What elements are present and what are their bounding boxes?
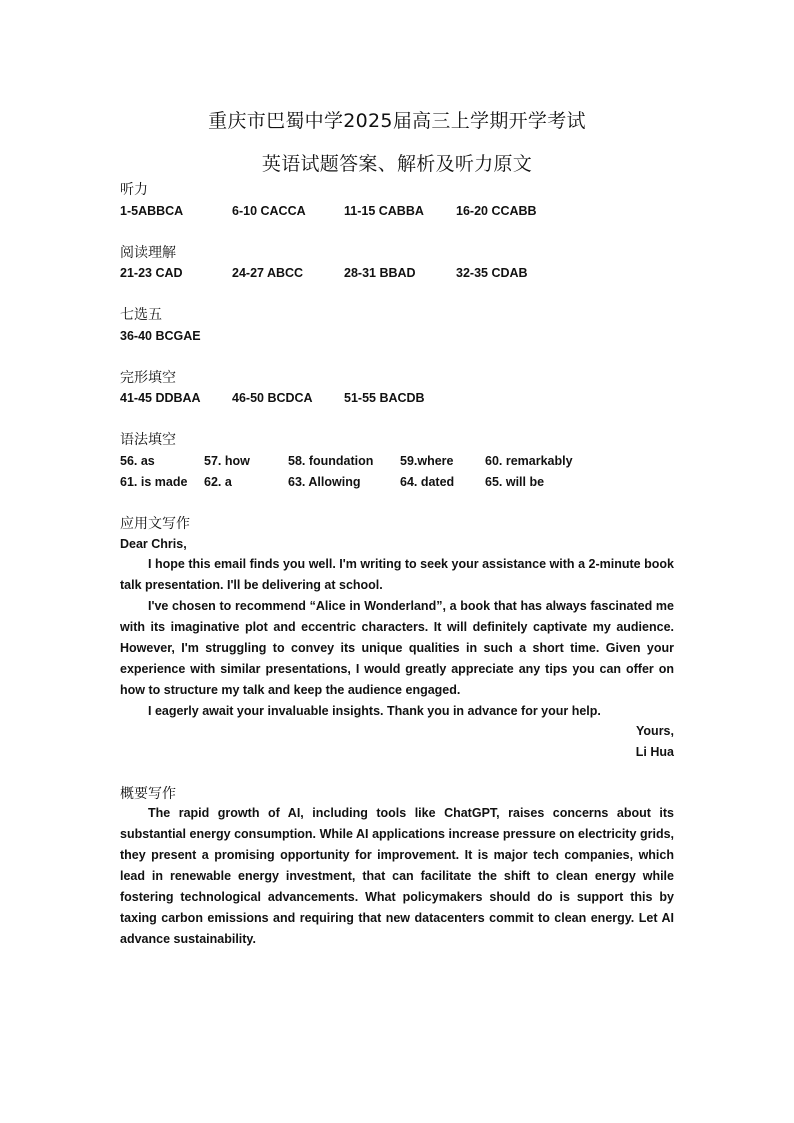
cloze-answer: 46-50 BCDCA bbox=[232, 391, 313, 405]
cloze-answer: 41-45 DDBAA bbox=[120, 391, 201, 405]
grammar-answer: 57. how bbox=[204, 454, 250, 468]
summary-body bbox=[120, 803, 674, 950]
grammar-heading: 语法填空 bbox=[120, 432, 176, 448]
grammar-answer: 58. foundation bbox=[288, 454, 374, 468]
listening-answer: 11-15 CABBA bbox=[344, 204, 424, 218]
listening-answer: 1-5ABBCA bbox=[120, 204, 184, 218]
grammar-answer: 62. a bbox=[204, 475, 232, 489]
seven-five-answer: 36-40 BCGAE bbox=[120, 329, 201, 343]
letter-paragraph: I eagerly await your invaluable insights. Thank you in advance for your help. bbox=[148, 704, 601, 718]
listening-answer: 16-20 CCABB bbox=[456, 204, 537, 218]
letter-paragraph: I've chosen to recommend “Alice in Wonderland”, a book that has always fascinated me with its imaginative plot and eccentric characters. It will definitely captivate my audience. However, I'm struggling to convey its unique qualities in such a short time. Given your experience with similar presentations, I would greatly appreciate any tips you can offer on how to structure my talk and keep the audience engaged. bbox=[120, 599, 674, 697]
letter-signature: Li Hua bbox=[635, 745, 674, 759]
grammar-answer: 59.where bbox=[400, 454, 454, 468]
document-subtitle: 英语试题答案、解析及听力原文 bbox=[261, 153, 533, 175]
grammar-answer: 61. is made bbox=[120, 475, 188, 489]
cloze-answer: 51-55 BACDB bbox=[344, 391, 425, 405]
summary-writing-heading: 概要写作 bbox=[120, 786, 176, 802]
grammar-answer: 56. as bbox=[120, 454, 155, 468]
grammar-answer: 63. Allowing bbox=[288, 475, 361, 489]
cloze-heading: 完形填空 bbox=[120, 370, 176, 386]
grammar-answer: 60. remarkably bbox=[485, 454, 573, 468]
letter-salutation: Dear Chris, bbox=[120, 537, 187, 551]
grammar-answer: 64. dated bbox=[400, 475, 455, 489]
reading-answer: 24-27 ABCC bbox=[232, 266, 304, 280]
listening-heading: 听力 bbox=[120, 182, 148, 198]
letter-paragraph: I hope this email finds you well. I'm writing to seek your assistance with a 2-minute book talk presentation. I'll be delivering at school. bbox=[120, 557, 674, 592]
grammar-answer: 65. will be bbox=[485, 475, 545, 489]
letter-closing: Yours, bbox=[636, 724, 674, 738]
practical-writing-heading: 应用文写作 bbox=[120, 516, 190, 532]
listening-answer: 6-10 CACCA bbox=[232, 204, 306, 218]
reading-answer: 32-35 CDAB bbox=[456, 266, 528, 280]
reading-answer: 21-23 CAD bbox=[120, 266, 183, 280]
document-title: 重庆市巴蜀中学2025届高三上学期开学考试 bbox=[208, 110, 586, 132]
seven-five-heading: 七选五 bbox=[120, 307, 162, 323]
reading-heading: 阅读理解 bbox=[120, 245, 176, 261]
letter-body bbox=[120, 554, 674, 722]
reading-answer: 28-31 BBAD bbox=[344, 266, 416, 280]
summary-paragraph: The rapid growth of AI, including tools like ChatGPT, raises concerns about its substantial energy consumption. While AI applications increase pressure on electricity grids, they present a promising opportunity for improvement. It is major tech companies, which lead in renewable energy investment, that can facilitate the shift to clean energy while fostering technological advancements. What policymakers should do is support this by taxing carbon emissions and requiring that new datacenters commit to clean energy. Let AI advance sustainability. bbox=[120, 806, 674, 946]
